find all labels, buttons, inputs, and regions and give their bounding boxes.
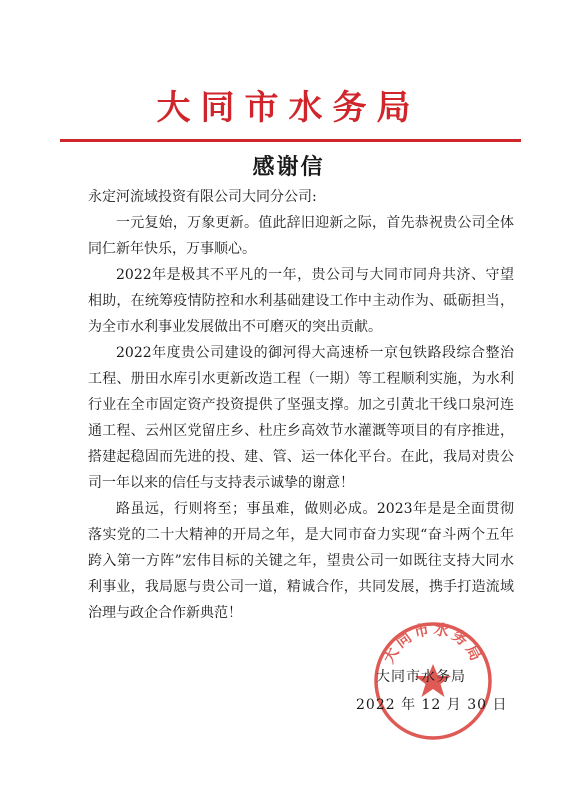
signature: 大同市水务局 xyxy=(376,669,466,685)
salutation: 永定河流域投资有限公司大同分公司: xyxy=(88,189,317,205)
paragraph-1: 一元复始，万象更新。值此辞旧迎新之际，首先恭祝贵公司全体同仁新年快乐，万事顺心。 xyxy=(88,215,514,257)
letterhead-divider xyxy=(60,139,521,142)
svg-text:大同市水务局 xyxy=(379,620,486,666)
letter-body xyxy=(88,184,514,626)
paragraph-2: 2022年是极其不平凡的一年，贵公司与大同市同舟共济、守望相助，在统筹疫情防控和水利基础建设工作中主动作为、砥砺担当，为全市水利事业发展做出不可磨灭的突出贡献。 xyxy=(88,267,514,335)
seal-text: 大同市水务局 xyxy=(379,620,487,667)
signature-date: 2022 年 12 月 30 日 xyxy=(356,697,508,713)
letterhead-organization: 大同市水务局 xyxy=(156,88,421,128)
document-title: 感谢信 xyxy=(252,154,325,180)
paragraph-4: 路虽远，行则将至；事虽难，做则必成。2023年是是全面贯彻落实党的二十大精神的开局之年，是大同市奋力实现“奋斗两个五年 跨入第一方阵”宏伟目标的关键之年，望贵公司一如既往支持大同水利事业，我局愿与贵公司一道，精诚合作，共同发展，携手打造流域治理与政企合作新典范！ xyxy=(88,501,514,621)
paragraph-3: 2022年度贵公司建设的御河得大高速桥一京包铁路段综合整治工程、册田水库引水更新改造工程（一期）等工程顺利实施，为水利行业在全市固定资产投资提供了坚强支撑。加之引黄北干线口泉河连通工程、云州区党留庄乡、杜庄乡高效节水灌溉等项目的有序推进，搭建起稳固而先进的投、建、管、运一体化平台。在此，我局对贵公司一年以来的信任与支持表示诚挚的谢意！ xyxy=(88,345,514,491)
